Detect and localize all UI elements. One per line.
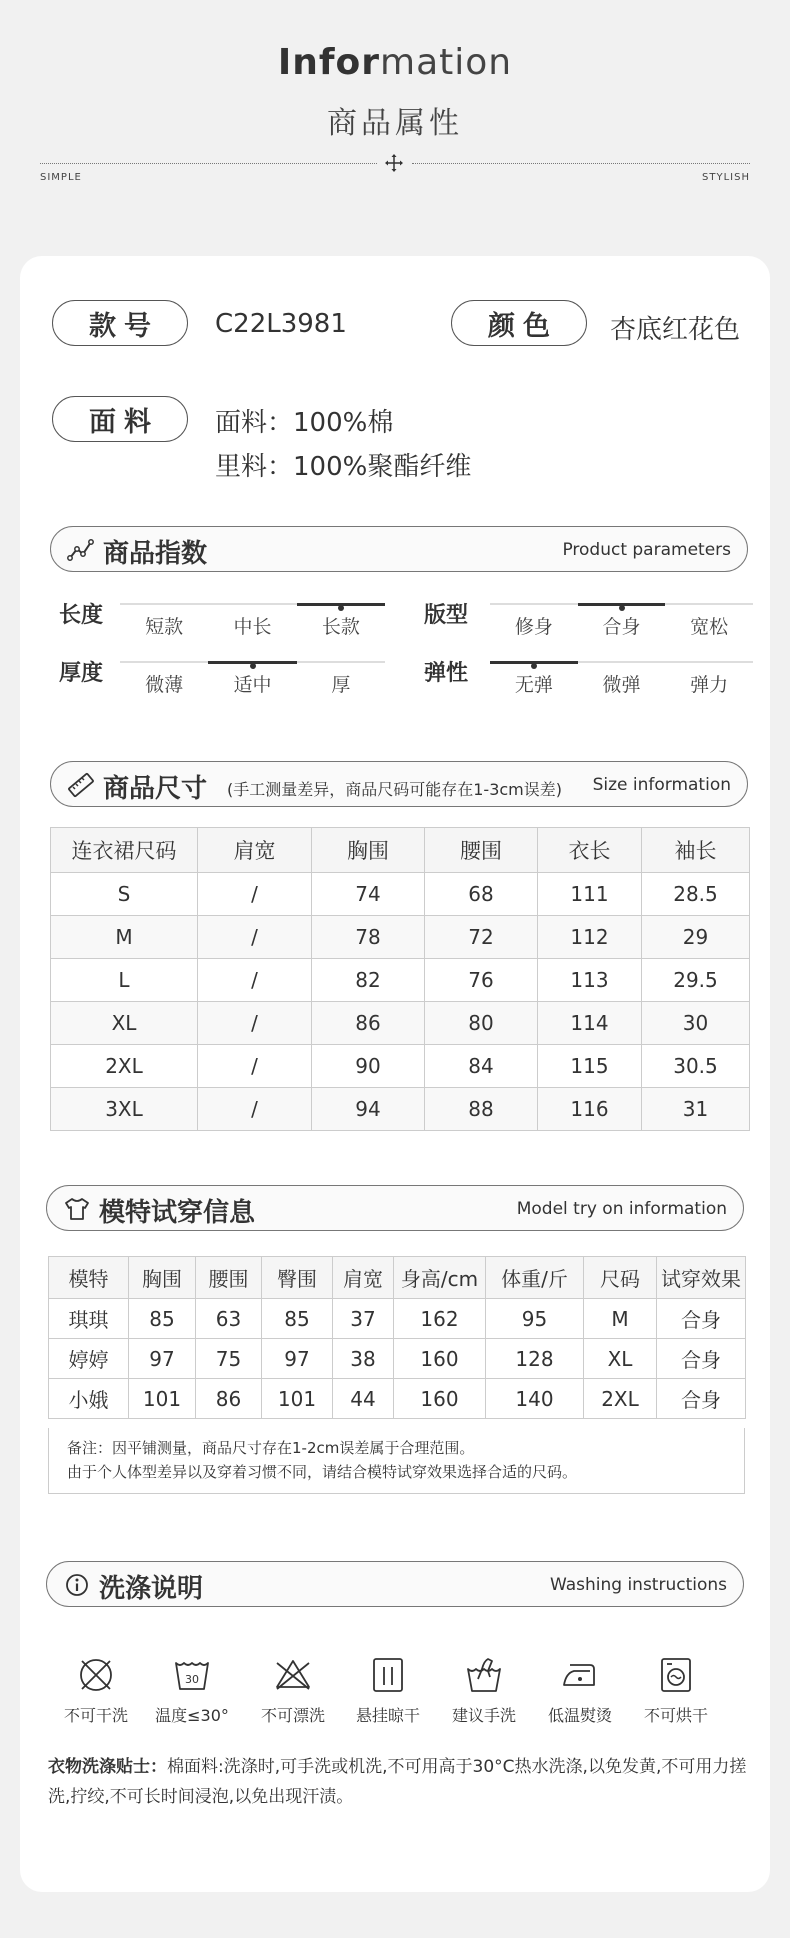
model-col-header: 尺码 (584, 1257, 657, 1299)
cross-arrows-icon (384, 153, 404, 173)
model-cell: M (584, 1299, 657, 1339)
wash-30-icon (172, 1655, 212, 1695)
style-number-label: 款号 (52, 300, 188, 346)
param-option: 修身 (514, 616, 553, 638)
table-row (51, 959, 750, 1002)
model-title: 模特试穿信息 (99, 1198, 256, 1228)
model-cell: 合身 (657, 1339, 746, 1379)
size-cell: 2XL (51, 1045, 198, 1088)
param-option: 宽松 (690, 616, 729, 638)
table-row (49, 1339, 746, 1379)
tips-label: 衣物洗涤贴士： (48, 1757, 167, 1777)
model-cell: 合身 (657, 1299, 746, 1339)
model-col-header: 试穿效果 (657, 1257, 746, 1299)
model-section-bar (46, 1185, 744, 1231)
size-cell: / (198, 916, 312, 959)
param-label: 弹性 (424, 661, 469, 686)
model-cell: 97 (262, 1339, 333, 1379)
model-cell: 160 (394, 1339, 486, 1379)
model-cell: 38 (333, 1339, 394, 1379)
param-selected-dot (619, 605, 625, 611)
params-section-bar (50, 526, 748, 572)
size-section-bar (50, 761, 748, 807)
washing-en-title: Washing instructions (549, 1575, 727, 1595)
size-col-header: 胸围 (312, 828, 425, 873)
model-cell: 44 (333, 1379, 394, 1419)
size-cell: 31 (642, 1088, 750, 1131)
no-tumble-dry-icon (656, 1655, 696, 1695)
params-en-title: Product parameters (562, 540, 731, 560)
size-cell: 88 (425, 1088, 538, 1131)
model-col-header: 肩宽 (333, 1257, 394, 1299)
care-item-hand-wash (436, 1655, 532, 1726)
care-label: 不可漂洗 (260, 1706, 325, 1725)
low-iron-icon (560, 1655, 600, 1695)
param-option: 中长 (233, 616, 272, 638)
ruler-icon (67, 771, 95, 799)
size-cell: 30.5 (642, 1045, 750, 1088)
size-cell: 29 (642, 916, 750, 959)
size-col-header: 衣长 (538, 828, 642, 873)
model-cell: 85 (129, 1299, 196, 1339)
param-option: 合身 (602, 616, 641, 638)
param-selected-dot (338, 605, 344, 611)
model-cell: 婷婷 (49, 1339, 129, 1379)
size-cell: XL (51, 1002, 198, 1045)
model-cell: 小娥 (49, 1379, 129, 1419)
care-item-no-dry-clean (48, 1655, 144, 1726)
param-selected-dot (250, 663, 256, 669)
size-title: 商品尺寸 (103, 774, 208, 804)
param-option: 微薄 (145, 674, 184, 696)
size-en-title: Size information (592, 775, 731, 795)
model-cell: 160 (394, 1379, 486, 1419)
model-cell: 95 (486, 1299, 584, 1339)
wash-temp-mark: 30 (185, 1673, 199, 1686)
model-cell: 85 (262, 1299, 333, 1339)
model-cell: 140 (486, 1379, 584, 1419)
care-item-wash-30 (144, 1655, 240, 1726)
remark-line-2: 由于个人体型差异以及穿着习惯不同，请结合模特试穿效果选择合适的尺码。 (67, 1463, 578, 1481)
header-divider-right (412, 163, 750, 164)
size-cell: S (51, 873, 198, 916)
model-cell: 86 (196, 1379, 262, 1419)
care-label: 建议手洗 (451, 1706, 516, 1725)
model-cell: 63 (196, 1299, 262, 1339)
table-row (49, 1299, 746, 1339)
size-col-header: 腰围 (425, 828, 538, 873)
model-col-header: 胸围 (129, 1257, 196, 1299)
color-label: 颜色 (451, 300, 587, 346)
table-row (51, 1088, 750, 1131)
param-label: 版型 (424, 603, 469, 628)
param-option: 微弹 (602, 674, 641, 696)
size-table (50, 827, 750, 1131)
model-cell: 2XL (584, 1379, 657, 1419)
param-option: 短款 (145, 616, 184, 638)
size-cell: 3XL (51, 1088, 198, 1131)
tag-stylish: STYLISH (702, 172, 750, 183)
size-col-header: 肩宽 (198, 828, 312, 873)
fabric-lining: 里料：100%聚酯纤维 (215, 452, 472, 482)
size-cell: / (198, 1088, 312, 1131)
tag-simple: SIMPLE (40, 172, 82, 183)
table-row (51, 916, 750, 959)
remark-line-1: 备注：因平铺测量，商品尺寸存在1-2cm误差属于合理范围。 (67, 1439, 475, 1457)
washing-title: 洗涤说明 (99, 1574, 204, 1604)
size-cell: 113 (538, 959, 642, 1002)
model-cell: 101 (129, 1379, 196, 1419)
size-col-header: 连衣裙尺码 (51, 828, 198, 873)
size-cell: 86 (312, 1002, 425, 1045)
size-cell: 116 (538, 1088, 642, 1131)
size-cell: M (51, 916, 198, 959)
page-header (0, 0, 790, 200)
table-row (51, 1002, 750, 1045)
model-cell: 琪琪 (49, 1299, 129, 1339)
care-item-hang-dry (340, 1655, 436, 1726)
size-cell: 30 (642, 1002, 750, 1045)
model-col-header: 体重/斤 (486, 1257, 584, 1299)
size-cell: L (51, 959, 198, 1002)
model-col-header: 腰围 (196, 1257, 262, 1299)
size-cell: 29.5 (642, 959, 750, 1002)
size-cell: / (198, 1045, 312, 1088)
care-item-low-iron (532, 1655, 628, 1726)
size-cell: 68 (425, 873, 538, 916)
hang-dry-icon (368, 1655, 408, 1695)
table-row (51, 873, 750, 916)
size-cell: 90 (312, 1045, 425, 1088)
size-note: (手工测量差异，商品尺码可能存在1-3cm误差) (227, 780, 563, 799)
param-option: 弹力 (690, 674, 729, 696)
care-label: 低温熨烫 (547, 1706, 612, 1725)
size-cell: 76 (425, 959, 538, 1002)
washing-section-bar (46, 1561, 744, 1607)
model-table (48, 1256, 746, 1419)
color-value: 杏底红花色 (610, 315, 741, 345)
no-bleach-icon (273, 1655, 313, 1695)
care-label: 悬挂晾干 (355, 1706, 420, 1725)
param-option: 无弹 (514, 674, 553, 696)
model-cell: XL (584, 1339, 657, 1379)
size-cell: 94 (312, 1088, 425, 1131)
model-cell: 37 (333, 1299, 394, 1339)
model-remarks (48, 1428, 745, 1494)
model-cell: 162 (394, 1299, 486, 1339)
size-cell: 72 (425, 916, 538, 959)
tshirt-icon (63, 1195, 91, 1223)
table-row (49, 1379, 746, 1419)
care-label: 不可烘干 (643, 1706, 708, 1725)
param-option: 厚 (331, 674, 351, 696)
size-cell: 78 (312, 916, 425, 959)
param-label: 长度 (59, 603, 104, 628)
header-title: Information (277, 42, 513, 83)
tips-text: 棉面料:洗涤时,可手洗或机洗,不可用高于30°C热水洗涤,以免发黄,不可用力搓洗,拧绞,不可长时间浸泡,以免出现汗渍。 (48, 1757, 747, 1807)
model-en-title: Model try on information (516, 1199, 727, 1219)
header-divider-left (40, 163, 377, 164)
fabric-label: 面料 (52, 396, 188, 442)
model-col-header: 臀围 (262, 1257, 333, 1299)
model-cell: 合身 (657, 1379, 746, 1419)
size-cell: / (198, 959, 312, 1002)
size-cell: 28.5 (642, 873, 750, 916)
info-icon (63, 1571, 91, 1599)
care-item-no-tumble-dry (628, 1655, 724, 1726)
care-label: 不可干洗 (63, 1706, 128, 1725)
care-item-no-bleach (245, 1655, 341, 1726)
param-label: 厚度 (59, 661, 104, 686)
model-cell: 101 (262, 1379, 333, 1419)
param-option: 长款 (321, 616, 360, 638)
model-cell: 75 (196, 1339, 262, 1379)
no-dry-clean-icon (76, 1655, 116, 1695)
size-cell: / (198, 1002, 312, 1045)
trend-line-icon (67, 536, 95, 564)
fabric-outer: 面料：100%棉 (215, 408, 394, 438)
model-col-header: 模特 (49, 1257, 129, 1299)
size-cell: 112 (538, 916, 642, 959)
header-subtitle: 商品属性 (327, 106, 463, 141)
size-cell: 82 (312, 959, 425, 1002)
hand-wash-icon (464, 1655, 504, 1695)
table-row (51, 1045, 750, 1088)
params-title: 商品指数 (103, 539, 208, 569)
model-col-header: 身高/cm (394, 1257, 486, 1299)
size-cell: / (198, 873, 312, 916)
param-selected-dot (531, 663, 537, 669)
size-cell: 115 (538, 1045, 642, 1088)
washing-tips (48, 1752, 764, 1812)
model-cell: 97 (129, 1339, 196, 1379)
size-cell: 74 (312, 873, 425, 916)
model-cell: 128 (486, 1339, 584, 1379)
style-number-value: C22L3981 (215, 309, 347, 339)
param-option: 适中 (233, 674, 272, 696)
size-cell: 84 (425, 1045, 538, 1088)
size-cell: 111 (538, 873, 642, 916)
size-col-header: 袖长 (642, 828, 750, 873)
care-label: 温度≤30° (155, 1706, 229, 1725)
size-cell: 114 (538, 1002, 642, 1045)
size-cell: 80 (425, 1002, 538, 1045)
